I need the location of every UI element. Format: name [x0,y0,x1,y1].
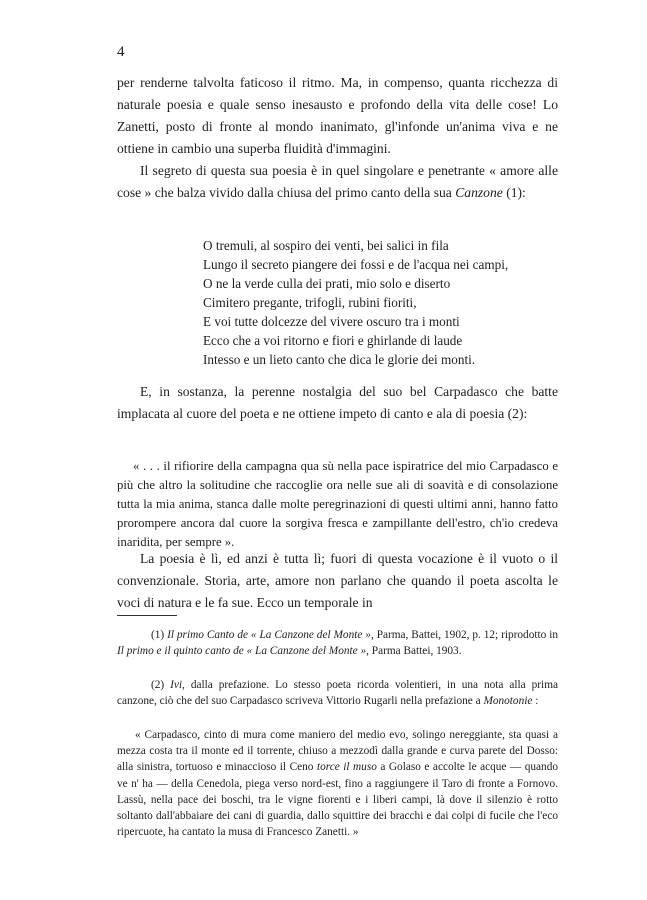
footnote-1-title: Il primo Canto de « La Canzone del Monte » [167,629,371,641]
paragraph-4: La poesia è lì, ed anzi è tutta lì; fuori di questa vocazione è il vuoto o il convenzionale. Storia, arte, amore non parlano che quando il poeta ascolta le voci di natura e le fa sue. Ecco un temporale in [117,551,558,610]
paragraph-2-text: Il segreto di questa sua poesia è in quel singolare e penetrante « amore alle cose » che balza vivido dalla chiusa del primo canto della sua [117,163,558,200]
poem-line: Cimitero pregante, trifogli, rubini fioriti, [203,295,417,310]
paragraph-2 [117,160,558,204]
page-number: 4 [117,44,125,60]
footnote-2 [117,677,558,709]
footnote-2-marker: (2) [151,679,171,691]
footnote-divider [117,615,177,616]
poem-line: O ne la verde culla dei prati, mio solo e diserto [203,276,451,291]
footnote-quote-text: « Carpadasco, cinto di mura come maniero del medio evo, solingo nereggiante, sta quasi a mezza costa tra il monte ed il torrente, chiuso a mezzodì dalla grande e curva parete del Dosso: alla sinistra, tortuoso e minaccioso il Ceno [117,729,558,774]
paragraph-3: E, in sostanza, la perenne nostalgia del suo bel Carpadasco che batte implacata al cuore del poeta e ne ottiene impeto di canto e ala di poesia (2): [117,384,558,421]
footnote-1-marker: (1) [151,629,168,641]
footnote-2-colon: : [532,695,539,708]
footnote-quote [117,727,558,840]
paragraph-1: per renderne talvolta faticoso il ritmo. Ma, in compenso, quanta ricchezza di naturale poesia e quale senso inesausto e profondo della vita delle cose! Lo Zanetti, posto di fronte al mondo inanimato, gl'infonde un'anima viva e ne ottiene in cambio una superba fluidità d'immagini. [117,75,558,156]
footnote-quote-italic: torce il muso [316,761,377,774]
footnote-1-text-2: , Parma Battei, 1903. [366,645,462,658]
paragraph-2-footnote-ref: (1): [502,185,526,200]
poem-line: Lungo il secreto piangere dei fossi e de l'acqua nei campi, [203,257,509,272]
footnote-2-text: , dalla prefazione. Lo stesso poeta ricorda volentieri, in una nota alla prima canzone, ciò che del suo Carpadasco scriveva Vittorio Rugarli nella prefazione a [117,679,558,708]
poem-line: Intesso e un lieto canto che dica le glorie dei monti. [203,352,476,367]
canzone-title: Canzone [455,185,503,200]
footnote-1 [117,627,558,659]
footnote-2-ivi: Ivi [170,679,183,691]
footnote-1-text: , Parma, Battei, 1902, p. 12; riprodotto in [370,629,558,641]
footnote-2-work-title: Monotonie [483,695,533,708]
footnote-quote-text-2: a Golaso e accolte le acque — quando ve n' ha — della Cenedola, piega verso nord-est, fino a raggiungere il Taro di fronte a Fornovo. Lassù, nella pace dei boschi, tra le vigne fiorenti e i liberi campi, là dove il silenzio è rotto soltanto dall'abbaiare dei cani di guardia, dallo squittire dei bracchi e dai colpi di fucile che l'eco ripercuote, ha cantato la musa di Francesco Zanetti. » [117,761,558,839]
poem-line: O tremuli, al sospiro dei venti, bei salici in fila [203,238,449,253]
poem-line: E voi tutte dolcezze del vivere oscuro tra i monti [203,314,460,329]
poem [203,236,563,369]
poem-line: Ecco che a voi ritorno e fiori e ghirlande di laude [203,333,463,348]
block-quote: « . . . il rifiorire della campagna qua sù nella pace ispiratrice del mio Carpadasco e più che altro la solitudine che raccoglie ora nelle sue ali di soavità e di consolazione tutta la mia anima, stanca dalle molte peregrinazioni di questi ultimi anni, hanno fatto prorompere ancora dal cuore la sorgiva fresca e zampillante dell'estro, ch'io credeva inaridita, per sempre ». [117,459,558,549]
footnote-1-title-2: Il primo e il quinto canto de « La Canzone del Monte » [117,645,367,658]
